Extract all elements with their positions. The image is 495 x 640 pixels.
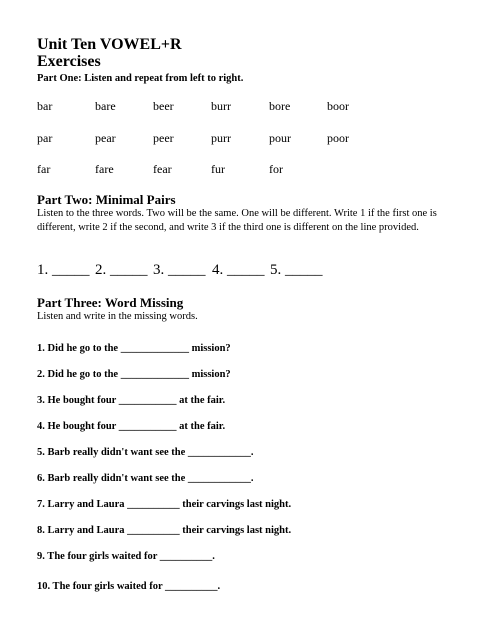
part-three-instruction: Listen and write in the missing words. [37,311,198,322]
word-cell: fur [211,162,225,176]
word-cell: for [269,162,283,176]
answer-blank[interactable]: 1. _____ [37,262,90,278]
word-cell: boor [327,99,349,113]
word-cell: peer [153,131,174,145]
word-cell: bar [37,99,53,113]
page-subtitle: Exercises [37,53,101,70]
question-item: 6. Barb really didn't want see the ____________. [37,473,254,484]
word-cell: par [37,131,53,145]
word-cell: pear [95,131,116,145]
question-item: 1. Did he go to the _____________ mission? [37,343,231,354]
question-item: 10. The four girls waited for __________. [37,581,221,592]
part-two-heading: Part Two: Minimal Pairs [37,192,176,207]
word-cell: poor [327,131,349,145]
part-two-instruction: Listen to the three words. Two will be the same. One will be different. Write 1 if the first one is different, write 2 if the second, and write 3 if the third one is different on the line provided. [37,208,437,233]
word-cell: fare [95,162,114,176]
question-item: 7. Larry and Laura __________ their carvings last night. [37,499,292,510]
answer-blank[interactable]: 3. _____ [153,262,206,278]
page-title: Unit Ten VOWEL+R [37,36,182,53]
word-cell: beer [153,99,174,113]
answer-blank[interactable]: 5. _____ [270,262,323,278]
answer-blank[interactable]: 4. _____ [212,262,265,278]
question-item: 3. He bought four ___________ at the fair. [37,395,226,406]
word-cell: bare [95,99,116,113]
question-item: 5. Barb really didn't want see the ____________. [37,447,254,458]
question-item: 4. He bought four ___________ at the fair. [37,421,226,432]
word-cell: purr [211,131,231,145]
word-cell: fear [153,162,172,176]
part-one-instruction: Part One: Listen and repeat from left to right. [37,73,244,84]
part-three-heading: Part Three: Word Missing [37,295,184,310]
question-item: 8. Larry and Laura __________ their carvings last night. [37,525,292,536]
question-item: 9. The four girls waited for __________. [37,551,215,562]
word-cell: far [37,162,51,176]
word-cell: bore [269,99,291,113]
word-cell: burr [211,99,231,113]
question-item: 2. Did he go to the _____________ mission? [37,369,231,380]
answer-blank[interactable]: 2. _____ [95,262,148,278]
word-cell: pour [269,131,291,145]
